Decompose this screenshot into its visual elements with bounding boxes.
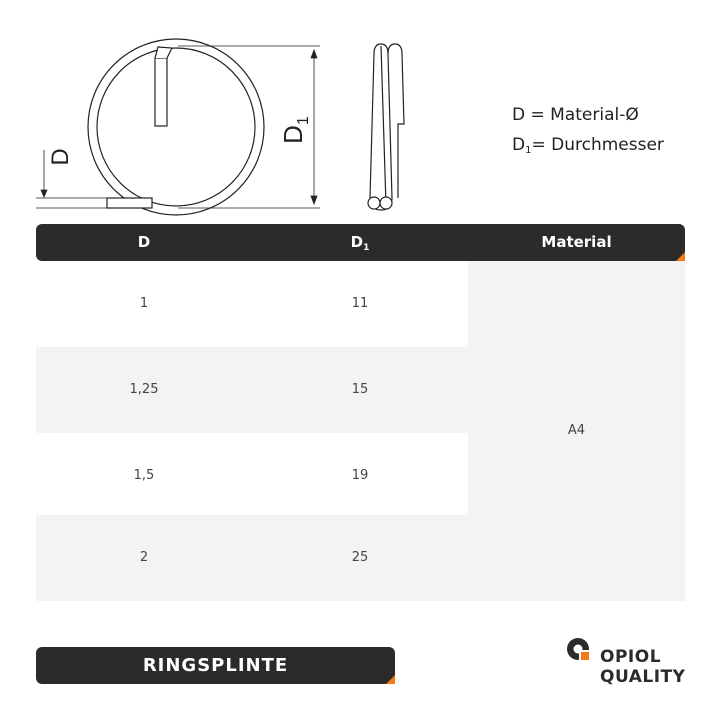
label-d: D: [47, 148, 74, 166]
legend-diameter: $D_1=$ Durchmesser: [512, 135, 664, 156]
table-row: [36, 261, 468, 347]
header-accent-corner: [676, 252, 685, 261]
header-d1: $D_1$: [350, 233, 370, 253]
cell-d1: 19: [351, 468, 369, 483]
cell-d: 1: [139, 296, 149, 311]
cell-d1: 11: [351, 296, 369, 311]
header-d: D: [137, 233, 151, 251]
legend-material: D = Material-Ø: [512, 105, 639, 125]
cell-d: 1,25: [129, 382, 159, 397]
cell-d: 1,5: [133, 468, 155, 483]
cell-material: A4: [468, 261, 685, 601]
logo-text-quality: QUALITY: [600, 667, 686, 687]
table-row: [36, 347, 468, 433]
cell-d1: 25: [351, 550, 369, 565]
legend: [512, 100, 664, 166]
opiol-logo-icon: [566, 637, 592, 663]
cell-d1: 15: [351, 382, 369, 397]
table-header: [36, 224, 685, 261]
title-accent-corner: [386, 675, 395, 684]
table-row: [36, 515, 468, 601]
product-title: [36, 647, 395, 684]
ring-side-view: [368, 44, 404, 210]
ring-front-view: [88, 39, 264, 215]
header-material: Material: [541, 233, 612, 251]
specification-table: [36, 224, 685, 601]
product-title-text: RINGSPLINTE: [142, 655, 289, 676]
logo-text-opiol: OPIOL: [600, 647, 662, 667]
label-d1: $D_1$: [278, 116, 312, 144]
table-row: [36, 433, 468, 519]
cell-d: 2: [139, 550, 149, 565]
opiol-quality-logo: [566, 637, 696, 687]
